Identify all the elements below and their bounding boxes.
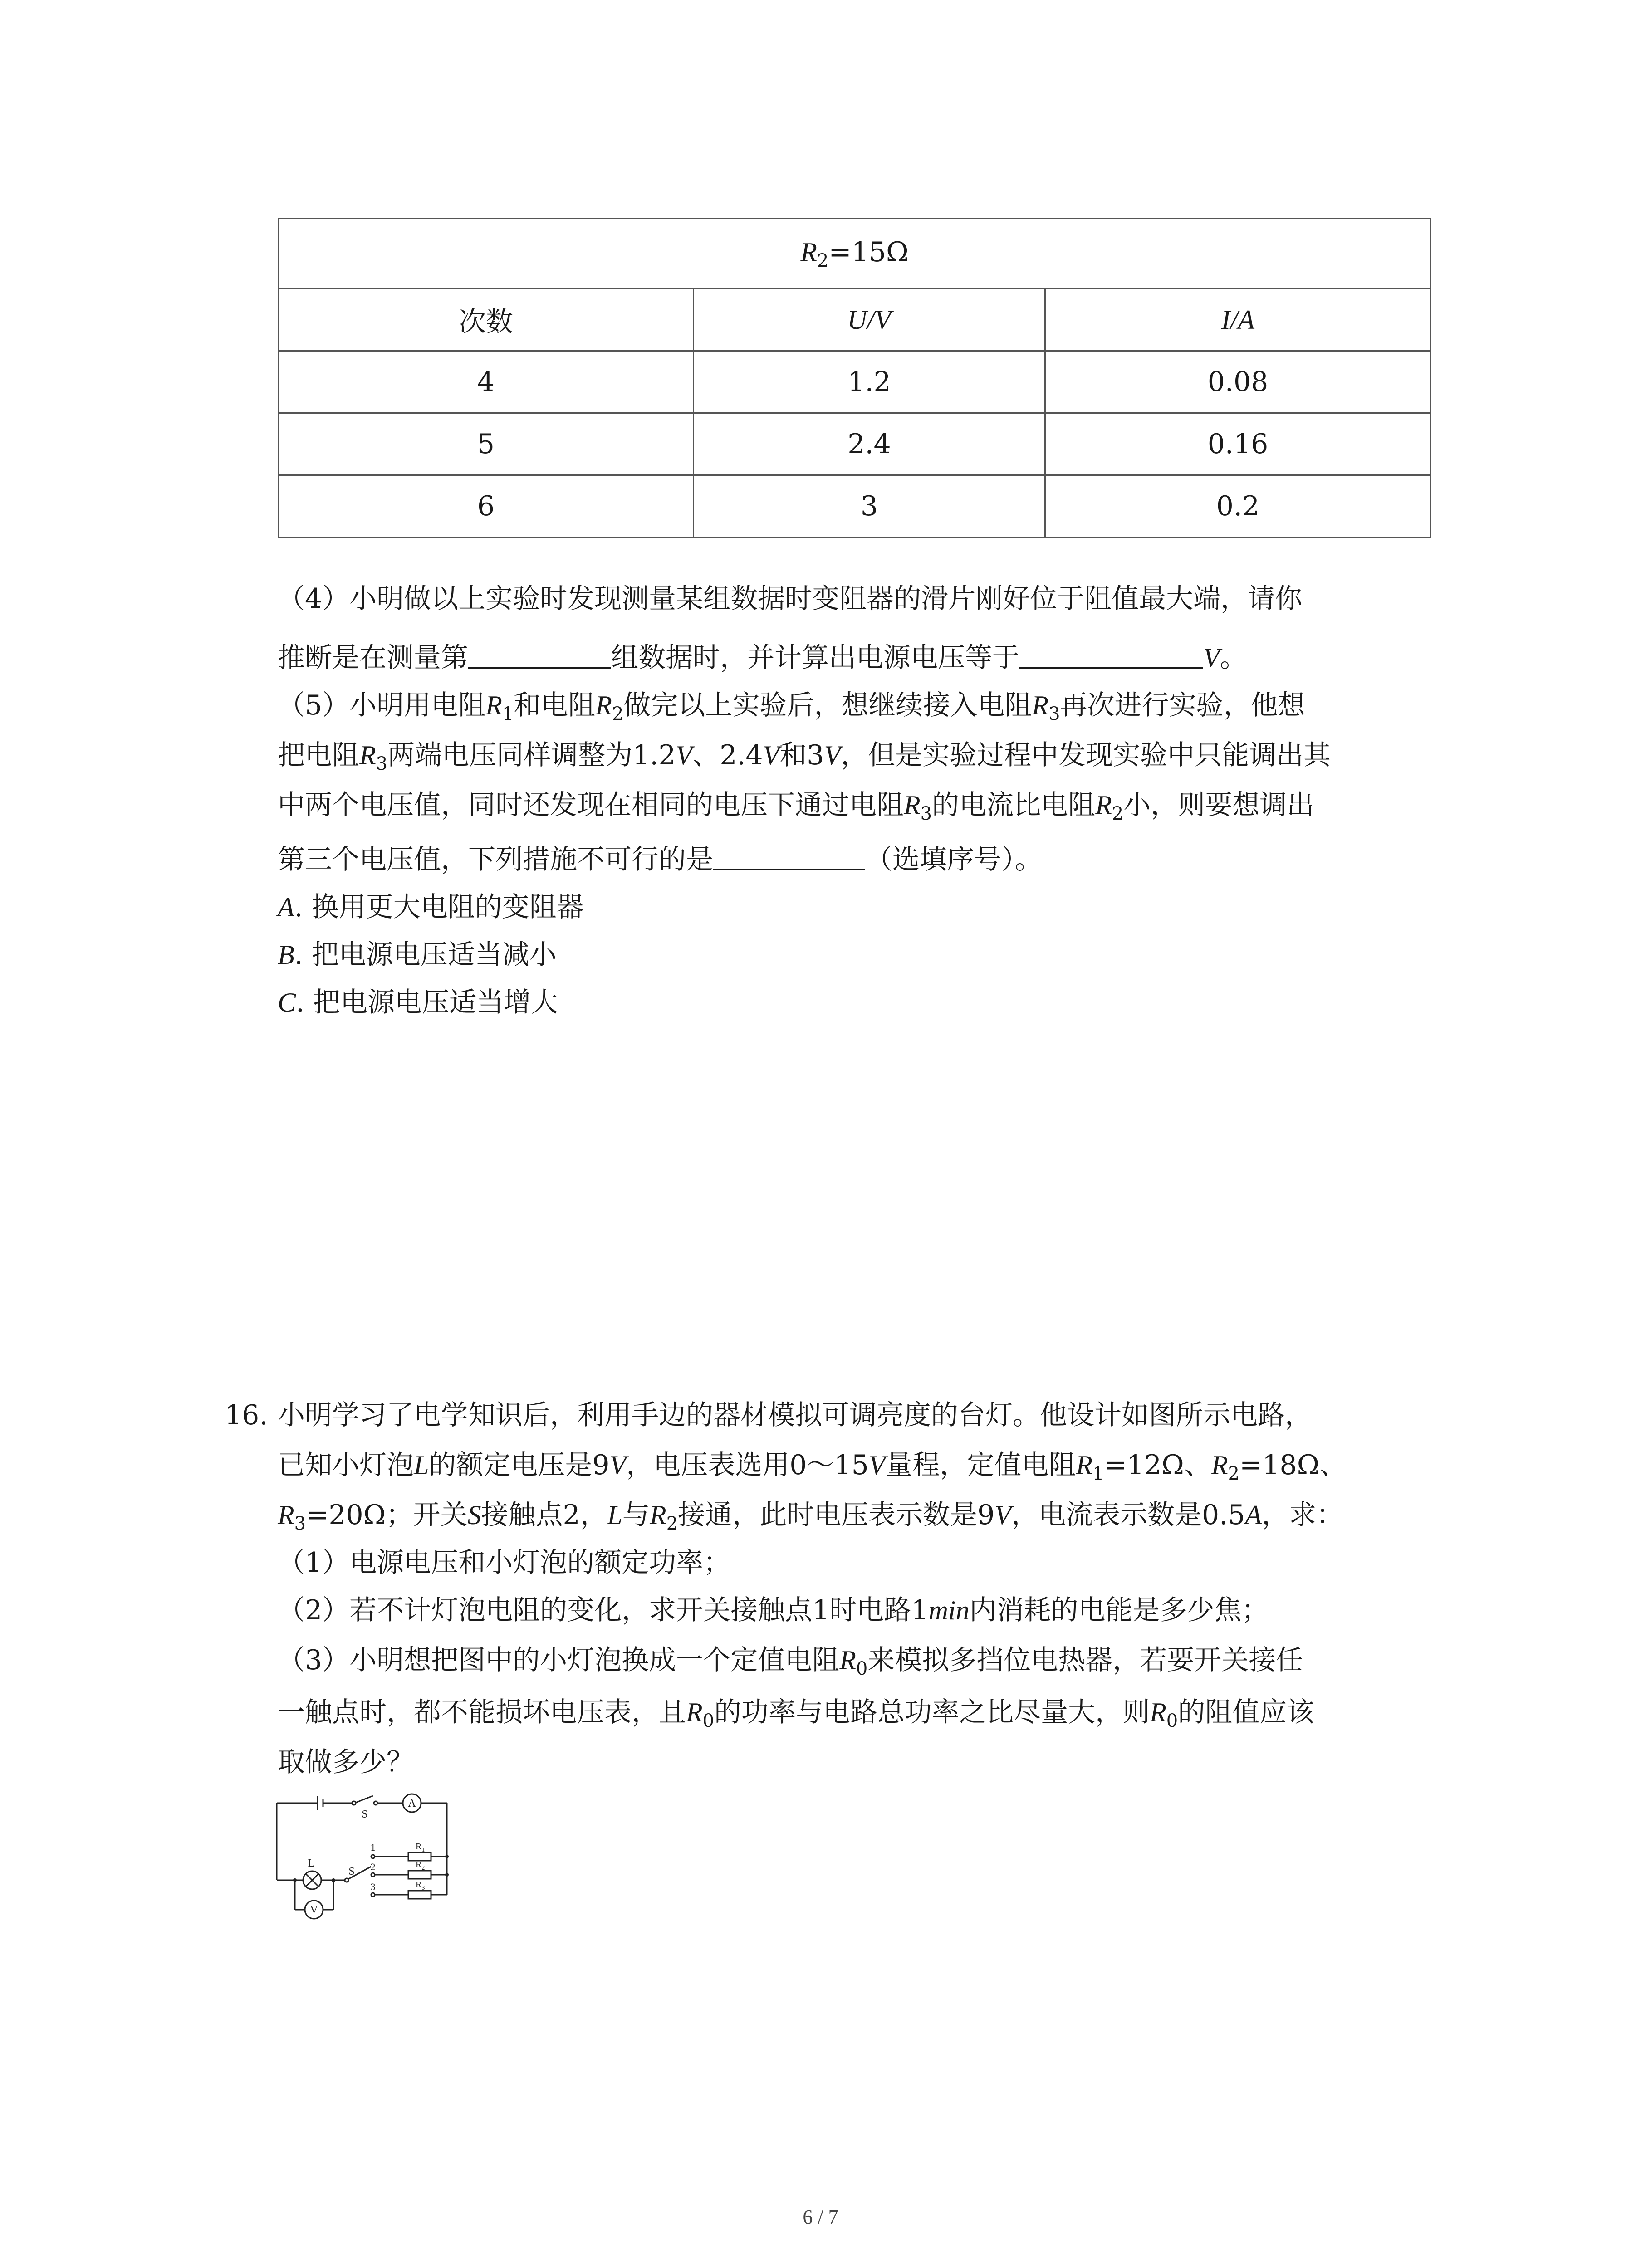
ammeter-label: A xyxy=(408,1798,416,1809)
lamp-label: L xyxy=(308,1857,315,1869)
q16-line-1: 小明学习了电学知识后，利用手边的器材模拟可调亮度的台灯。他设计如图所示电路， xyxy=(278,1399,1312,1431)
table-cell: 0.2 xyxy=(1045,475,1431,538)
option-b[interactable]: B. 把电源电压适当减小 xyxy=(278,939,557,971)
q16-line-2: 已知小灯泡L的额定电压是9V，电压表选用0～15V量程，定值电阻$R_1=12\Omega$、$R_2=18\Omega$、 xyxy=(278,1449,1347,1484)
table-row xyxy=(279,351,1431,413)
q16-part-3-line-2: 一触点时，都不能损坏电压表，且$R_0$的功率与电路总功率之比尽量大，则$R_0$的阻值应该 xyxy=(278,1696,1314,1731)
table-cell: 3 xyxy=(694,475,1045,538)
table-title-cell: $R_2=15\Omega$ xyxy=(279,219,1431,289)
switch-mid-label: S xyxy=(348,1866,355,1877)
table-row xyxy=(279,475,1431,538)
q5-line-3: 中两个电压值，同时还发现在相同的电压下通过电阻$R_3$的电流比电阻$R_2$小，则要想调出 xyxy=(278,789,1314,824)
q5-line-4: 第三个电压值，下列措施不可行的是 （选填序号）。 xyxy=(278,841,1042,878)
table-cell: 1.2 xyxy=(694,351,1045,413)
q16-line-3: $R_3=20\Omega$；开关S接触点2，L与$R_2$接通，此时电压表示数是9V，电流表示数是0.5A，求： xyxy=(278,1499,1344,1534)
circuit-diagram xyxy=(268,1789,458,1926)
switch-blade-top xyxy=(356,1796,373,1803)
table-header-cell: I/A xyxy=(1045,289,1431,351)
q16-part-2: （2）若不计灯泡电阻的变化，求开关接触点1时电路1min内消耗的电能是多少焦； xyxy=(278,1594,1269,1626)
table-cell: 2.4 xyxy=(694,413,1045,475)
table-cell: 0.16 xyxy=(1045,413,1431,475)
table-cell: 6 xyxy=(279,475,694,538)
voltmeter-label: V xyxy=(310,1904,318,1916)
data-table xyxy=(278,218,1431,538)
answer-blank[interactable] xyxy=(468,640,611,669)
table-title-row xyxy=(279,219,1431,289)
table-row xyxy=(279,413,1431,475)
q16-part-1: （1）电源电压和小灯泡的额定功率； xyxy=(278,1547,731,1579)
table-cell: 4 xyxy=(279,351,694,413)
answer-blank[interactable] xyxy=(1019,640,1203,669)
table-header-row xyxy=(279,289,1431,351)
option-a[interactable]: A. 换用更大电阻的变阻器 xyxy=(278,891,584,923)
answer-blank[interactable] xyxy=(713,842,865,870)
q4-line-1: （4）小明做以上实验时发现测量某组数据时变阻器的滑片刚好位于阻值最大端，请你 xyxy=(278,583,1303,615)
q16-part-3-line-3: 取做多少？ xyxy=(278,1746,414,1778)
problem-number: 16. xyxy=(225,1399,268,1431)
switch-top-label: S xyxy=(362,1809,368,1820)
contact-label: 1 xyxy=(370,1842,376,1853)
resistor-r3 xyxy=(408,1891,431,1899)
resistor-label: $R_3$ xyxy=(416,1880,425,1892)
contact-label: 2 xyxy=(370,1861,376,1872)
resistor-label: $R_1$ xyxy=(416,1842,425,1853)
q4-line-2: 推断是在测量第 组数据时，并计算出电源电压等于 V。 xyxy=(278,640,1247,676)
q16-part-3: （3）小明想把图中的小灯泡换成一个定值电阻$R_0$来模拟多挡位电热器，若要开关接任 xyxy=(278,1644,1303,1679)
option-c[interactable]: C. 把电源电压适当增大 xyxy=(278,987,558,1018)
q5-line-1: （5）小明用电阻$R_1$和电阻$R_2$做完以上实验后，想继续接入电阻$R_3$再次进行实验，他想 xyxy=(278,689,1305,724)
contact-label: 3 xyxy=(370,1881,376,1892)
resistor-r2 xyxy=(408,1871,431,1879)
table-cell: 5 xyxy=(279,413,694,475)
table-cell: 0.08 xyxy=(1045,351,1431,413)
q5-line-2: 把电阻$R_3$两端电压同样调整为1.2V、2.4V和3V，但是实验过程中发现实验中只能调出其 xyxy=(278,739,1331,774)
table-header-cell: 次数 xyxy=(279,289,694,351)
resistor-label: $R_2$ xyxy=(416,1860,425,1872)
page-number: 6 / 7 xyxy=(803,2206,838,2228)
table-header-cell: U/V xyxy=(694,289,1045,351)
